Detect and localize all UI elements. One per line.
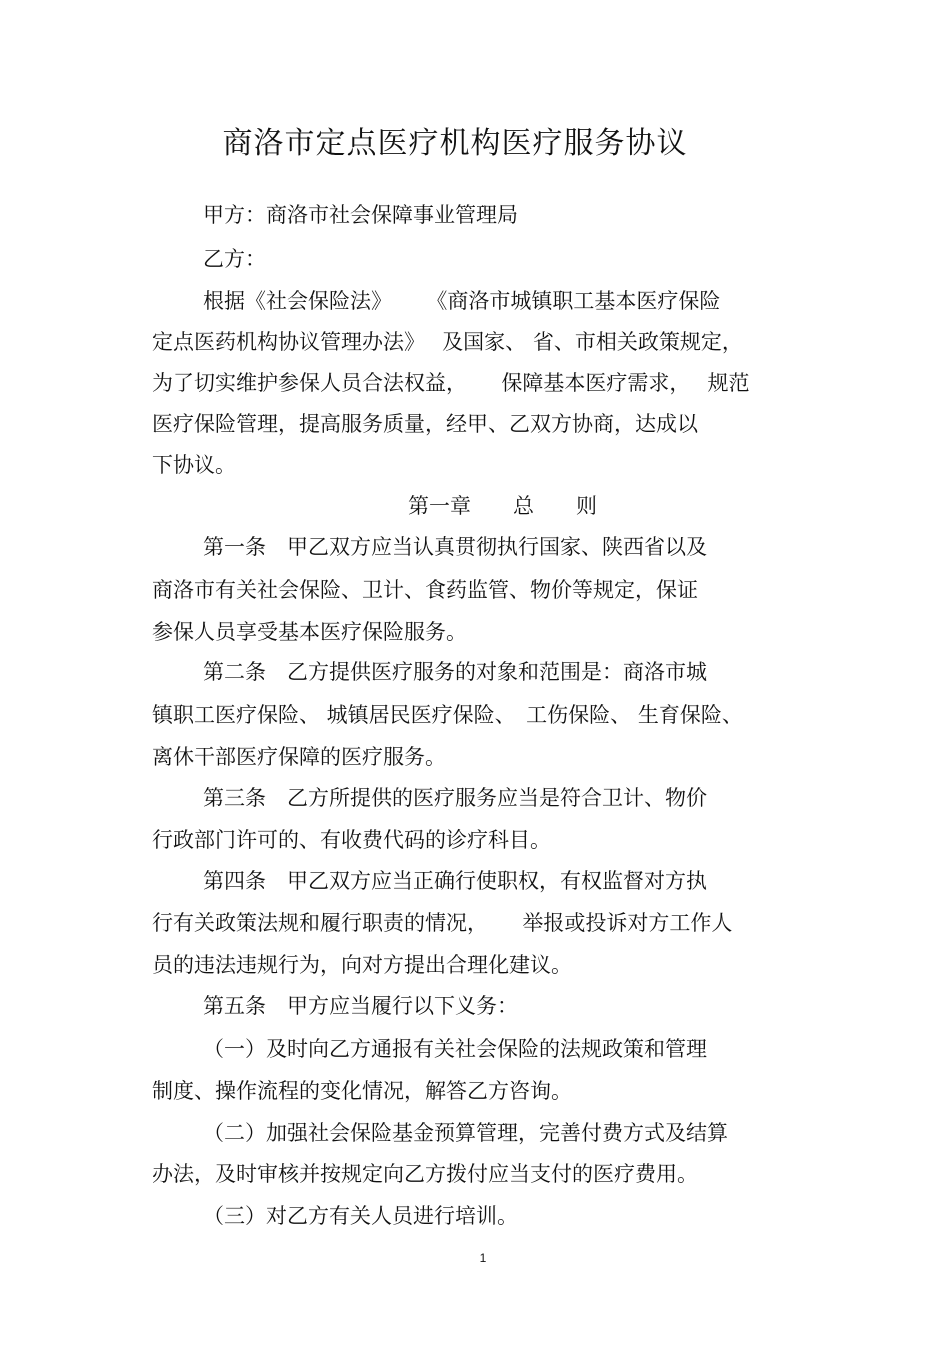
document-title: 商洛市定点医疗机构医疗服务协议: [222, 126, 688, 161]
article-2-line: 第二条 乙方提供医疗服务的对象和范围是：商洛市城: [203, 660, 707, 684]
article-5-item-3-line: （三）对乙方有关人员进行培训。: [203, 1204, 518, 1228]
article-2-line: 镇职工医疗保险、 城镇居民医疗保险、 工伤保险、 生育保险、: [152, 703, 743, 727]
article-3-line: 第三条 乙方所提供的医疗服务应当是符合卫计、物价: [203, 786, 707, 810]
party-b-line: 乙方：: [203, 247, 266, 271]
article-2-line: 离休干部医疗保障的医疗服务。: [152, 745, 446, 769]
article-5-item-1-line: （一）及时向乙方通报有关社会保险的法规政策和管理: [203, 1037, 707, 1061]
article-5-heading: 第五条 甲方应当履行以下义务：: [203, 994, 518, 1018]
article-4-line: 第四条 甲乙双方应当正确行使职权，有权监督对方执: [203, 869, 707, 893]
article-1-line: 参保人员享受基本医疗保险服务。: [152, 620, 467, 644]
page-number: 1: [479, 1251, 487, 1265]
preamble-line: 根据《社会保险法》 《商洛市城镇职工基本医疗保险: [203, 289, 721, 313]
preamble-line: 为了切实维护参保人员合法权益， 保障基本医疗需求， 规范: [152, 371, 750, 395]
article-3-line: 行政部门许可的、有收费代码的诊疗科目。: [152, 828, 551, 852]
article-1-line: 商洛市有关社会保险、卫计、食药监管、物价等规定，保证: [152, 578, 698, 602]
article-5-item-1-line: 制度、操作流程的变化情况，解答乙方咨询。: [152, 1079, 572, 1103]
chapter-heading: 第一章 总 则: [408, 494, 597, 518]
preamble-line: 下协议。: [152, 453, 236, 477]
article-4-line: 行有关政策法规和履行职责的情况， 举报或投诉对方工作人: [152, 911, 733, 935]
party-a-line: 甲方：商洛市社会保障事业管理局: [203, 203, 518, 227]
preamble-line: 医疗保险管理，提高服务质量，经甲、乙双方协商，达成以: [152, 412, 698, 436]
article-5-item-2-line: 办法，及时审核并按规定向乙方拨付应当支付的医疗费用。: [152, 1162, 698, 1186]
article-1-line: 第一条 甲乙双方应当认真贯彻执行国家、陕西省以及: [203, 535, 707, 559]
article-4-line: 员的违法违规行为，向对方提出合理化建议。: [152, 953, 572, 977]
preamble-line: 定点医药机构协议管理办法》 及国家、 省、市相关政策规定，: [152, 330, 743, 354]
article-5-item-2-line: （二）加强社会保险基金预算管理，完善付费方式及结算: [203, 1121, 728, 1145]
